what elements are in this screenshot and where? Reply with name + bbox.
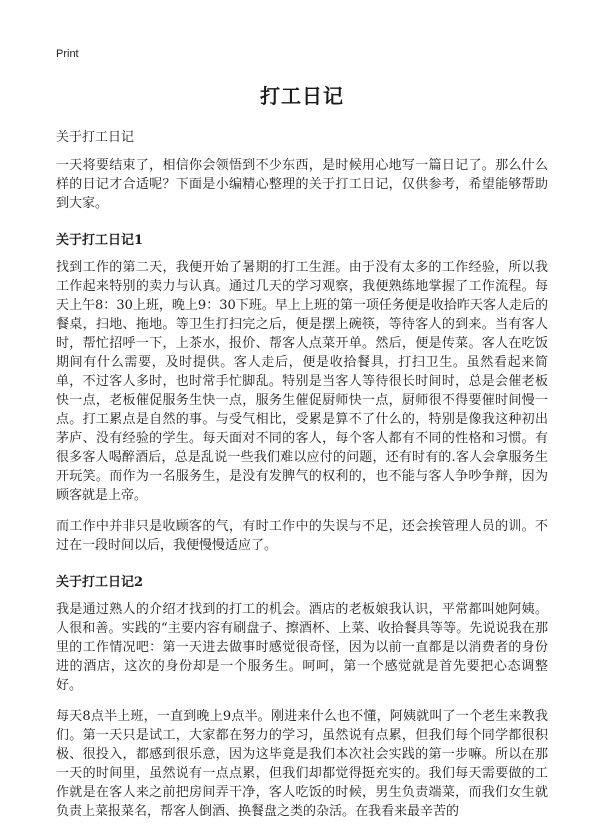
page-subtitle: 关于打工日记 (56, 130, 135, 145)
section-paragraph: 每天8点半上班，一直到晚上9点半。刚进来什么也不懂，阿姨就叫了一个老生来教我们。第一天只是试工，大家都在努力的学习，虽然说有点累，但我们每个同学都很积极、很投入，都感到很乐意，因为这毕竟是我们本次社会实践的第一步嘛。所以在那一天的时间里，虽然说有一点点累，但我们却都觉得挺充实的。我们每天需要做的工作就是在客人来之前把房间弄干净，客人吃饭的时候，男生负责端菜，而我们女生就负责上菜报菜名，帮客人倒酒、换餐盘之类的杂活。在我看来最辛苦的 (56, 709, 548, 819)
page-title: 打工日记 (260, 84, 344, 108)
section-paragraph: 找到工作的第二天，我便开始了暑期的打工生涯。由于没有太多的工作经验，所以我工作起来特别的卖力与认真。通过几天的学习观察，我便熟练地掌握了工作流程。每天上午8：30上班，晚上9：30下班。早上上班的第一项任务便是收拾昨天客人走后的餐桌，扫地、拖地。等卫生打扫完之后，便是摆上碗筷，等待客人的到来。当有客人时，帮忙招呼一下，上茶水，报价、帮客人点菜开单。然后，便是传菜。客人在吃饭期间有什么需要，及时提供。客人走后，便是收拾餐具，打扫卫生。虽然看起来简单，不过客人多时，也时常手忙脚乱。特别是当客人等待很长时间时，总是会催老板快一点，老板催促服务生快一点，服务生催促厨师快一点，厨师很不得要催时间慢一点。打工累点是自然的事。与受气相比，受累是算不了什么的，特别是像我这种初出茅庐、没有经验的学生。每天面对不同的客人，每个客人都有不同的性格和习惯。有很多客人喝醉酒后，总是乱说一些我们难以应付的问题，还有时有的.客人会拿服务生开玩笑。而作为一名服务生，是没有发脾气的权利的，也不能与客人争吵争辩，因为顾客就是上帝。 (56, 260, 548, 503)
intro-paragraph: 一天将要结束了，相信你会领悟到不少东西，是时候用心地写一篇日记了。那么什么样的日记才合适呢？下面是小编精心整理的关于打工日记，仅供参考，希望能够帮助到大家。 (56, 158, 548, 211)
print-link[interactable]: Print (56, 48, 79, 60)
section-heading: 关于打工日记2 (56, 575, 144, 590)
section-paragraph: 而工作中并非只是收顾客的气，有时工作中的失误与不足，还会挨管理人员的训。不过在一段时间以后，我便慢慢适应了。 (56, 519, 548, 553)
section-paragraph: 我是通过熟人的介绍才找到的打工的机会。酒店的老板娘我认识，平常都叫她阿姨。人很和善。实践的“主要内容有刷盘子、擦酒杯、上菜、收拾餐具等等。先说说我在那里的工作情况吧：第一天进去做事时感觉很奇怪，因为以前一直都是以消费者的身份进的酒店，这次的身份却是一个服务生。呵呵，第一个感觉就是首先要把心态调整好。 (56, 602, 548, 693)
section-heading: 关于打工日记1 (56, 233, 144, 248)
document-body (56, 60, 548, 833)
